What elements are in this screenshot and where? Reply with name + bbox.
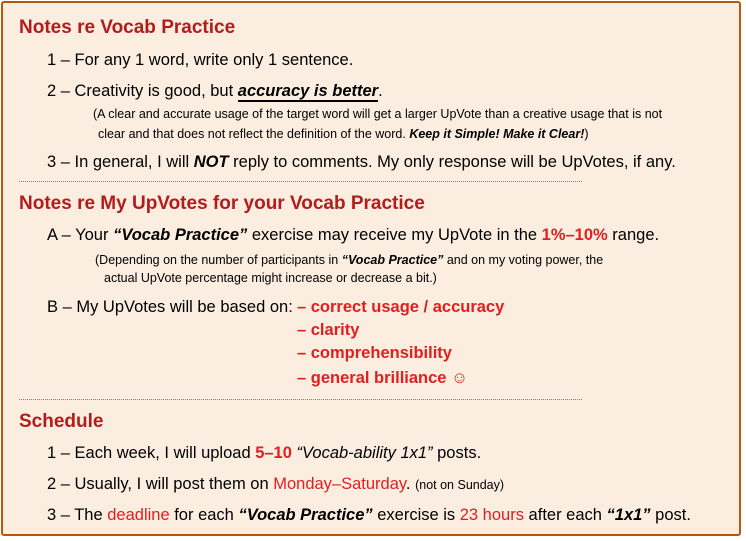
schedule-rule-3 — [47, 505, 691, 525]
posting-days: Monday–Saturday — [273, 475, 406, 493]
schedule-rule-3-mid-1: for each — [169, 506, 239, 524]
deadline-hours: 23 hours — [459, 506, 524, 524]
rule-2-note-line-1: (A clear and accurate usage of the target word will get a larger UpVote than a creative usage that is not — [93, 107, 663, 121]
upvote-range: 1%–10% — [541, 226, 608, 244]
section-title-upvotes: Notes re My UpVotes for your Vocab Practice — [19, 193, 425, 214]
rule-3-emphasis: NOT — [193, 153, 229, 171]
upvote-note-end: and on my voting power, the — [443, 253, 604, 267]
upvote-rule-a-emphasis: “Vocab Practice” — [113, 226, 248, 244]
upvote-note-line-1 — [95, 252, 603, 268]
rule-3-end: reply to comments. My only response will be UpVotes, if any. — [228, 153, 676, 171]
schedule-rule-1 — [47, 443, 481, 463]
deadline-word: deadline — [107, 506, 170, 524]
criterion-accuracy: – correct usage / accuracy — [297, 298, 505, 316]
schedule-rule-3-text: 3 – The — [47, 506, 108, 524]
schedule-rule-2 — [47, 474, 504, 495]
upvote-rule-a — [47, 225, 659, 245]
schedule-rule-3-mid-2: exercise is — [372, 506, 460, 524]
section-title-schedule: Schedule — [19, 411, 104, 432]
criterion-brilliance: – general brilliance ☺ — [297, 369, 468, 387]
schedule-rule-3-end: post. — [650, 506, 691, 524]
upvote-rule-a-end: range. — [607, 226, 660, 244]
criterion-clarity: – clarity — [297, 321, 360, 339]
rule-2-text: 2 – Creativity is good, but — [47, 82, 238, 100]
posts-per-week: 5–10 — [255, 444, 292, 462]
schedule-rule-3-emphasis-2: “1x1” — [606, 506, 651, 524]
divider-2 — [19, 399, 582, 400]
rule-2 — [47, 81, 383, 101]
notes-card — [1, 1, 741, 536]
schedule-rule-2-mid: . — [405, 475, 416, 493]
divider-1 — [19, 181, 582, 182]
schedule-rule-1-text: 1 – Each week, I will upload — [47, 444, 256, 462]
schedule-rule-1-end: posts. — [432, 444, 482, 462]
upvote-rule-a-mid: exercise may receive my UpVote in the — [247, 226, 542, 244]
rule-2-note-line-2 — [98, 126, 589, 142]
rule-2-end: . — [378, 82, 383, 100]
post-series-name: “Vocab-ability 1x1” — [296, 444, 433, 462]
schedule-rule-2-note: (not on Sunday) — [415, 478, 505, 492]
upvote-rule-a-text: A – Your — [47, 226, 114, 244]
criterion-comprehensibility: – comprehensibility — [297, 344, 452, 362]
upvote-note-line-2: actual UpVote percentage might increase or decrease a bit.) — [104, 271, 437, 285]
upvote-note-emphasis: “Vocab Practice” — [341, 253, 444, 267]
upvote-note-text: (Depending on the number of participants in — [95, 253, 342, 267]
schedule-rule-3-mid-3: after each — [523, 506, 607, 524]
upvote-rule-b: B – My UpVotes will be based on: — [47, 298, 293, 316]
schedule-rule-3-emphasis: “Vocab Practice” — [238, 506, 373, 524]
rule-3 — [47, 152, 676, 172]
rule-2-note-text: clear and that does not reflect the definition of the word. — [98, 127, 410, 141]
rule-2-note-end: ) — [584, 127, 589, 141]
rule-2-emphasis: accuracy is better — [237, 82, 379, 100]
rule-1: 1 – For any 1 word, write only 1 sentence. — [47, 51, 354, 69]
section-title-vocab-practice: Notes re Vocab Practice — [19, 17, 236, 38]
rule-3-text: 3 – In general, I will — [47, 153, 194, 171]
schedule-rule-2-text: 2 – Usually, I will post them on — [47, 475, 274, 493]
rule-2-note-emphasis: Keep it Simple! Make it Clear! — [409, 127, 585, 141]
